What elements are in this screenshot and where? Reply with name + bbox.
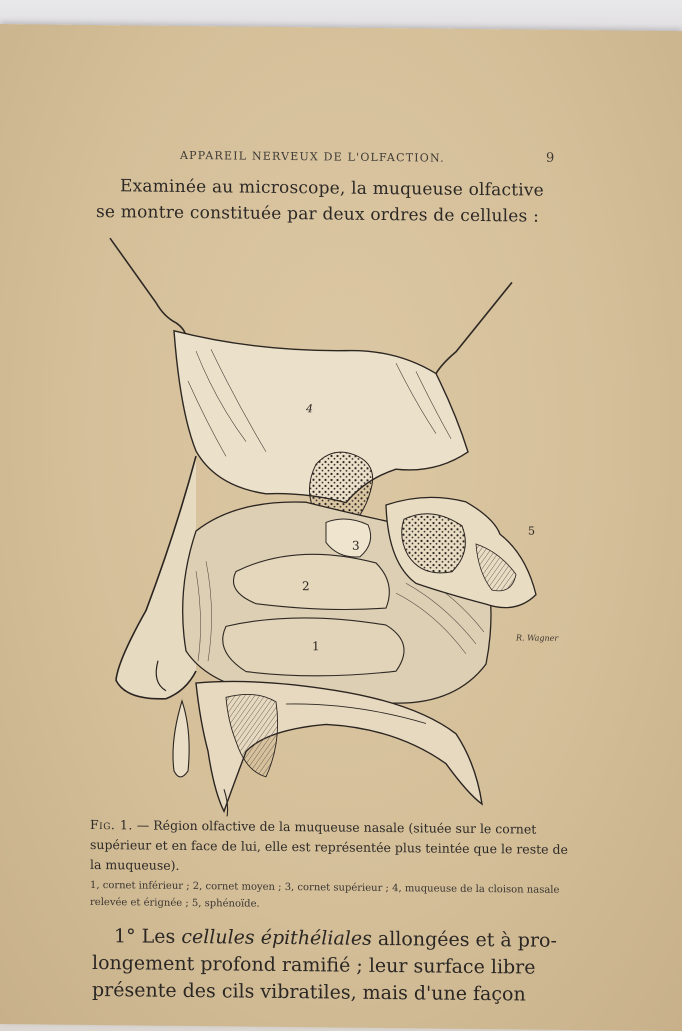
lead-line-1: Examinée au microscope, la muqueuse olfactive [120,176,544,201]
figure-caption [90,815,580,880]
running-head [0,143,682,172]
lead-line-2: se montre constituée par deux ordres de cellules : [96,202,540,227]
running-head-title: APPAREIL NERVEUX DE L'OLFACTION. [180,148,445,165]
label-1: 1 [312,639,320,654]
body-paragraph [92,923,578,1009]
engraver-signature: R. Wagner [516,633,559,643]
figure-legend: 1, cornet inférieur ; 2, cornet moyen ; 3, cornet supérieur ; 4, muqueuse de la cloison nasale relevée et érignée ; 5, sphénoïde. [90,879,560,910]
body-term: cellules épithéliales [181,925,372,950]
list-number: 1° [114,925,136,948]
label-5: 5 [528,524,535,538]
lead-paragraph [96,173,566,230]
nasal-cavity-illustration [96,230,566,820]
body-les: Les [141,925,176,948]
book-page [0,24,682,1031]
body-line-1-rest: allongées et à pro- [377,927,557,952]
body-line-3: présente des cils vibratiles, mais d'une façon [92,978,526,1006]
body-line-2: longement profond ramifié ; leur surface libre [92,951,536,979]
caption-text: — Région olfactive de la muqueuse nasale (située sur le cornet supérieur et en face de lui, elle est représentée plus teintée que le reste de la muqueuse). [90,817,568,873]
anatomical-figure [96,230,566,820]
page-number: 9 [546,150,556,166]
upper-lip [173,701,189,777]
label-4: 4 [306,402,313,416]
label-3: 3 [352,538,360,553]
nose-profile [116,455,196,699]
caption-label: Fig. 1. [90,816,133,833]
label-2: 2 [302,579,310,594]
